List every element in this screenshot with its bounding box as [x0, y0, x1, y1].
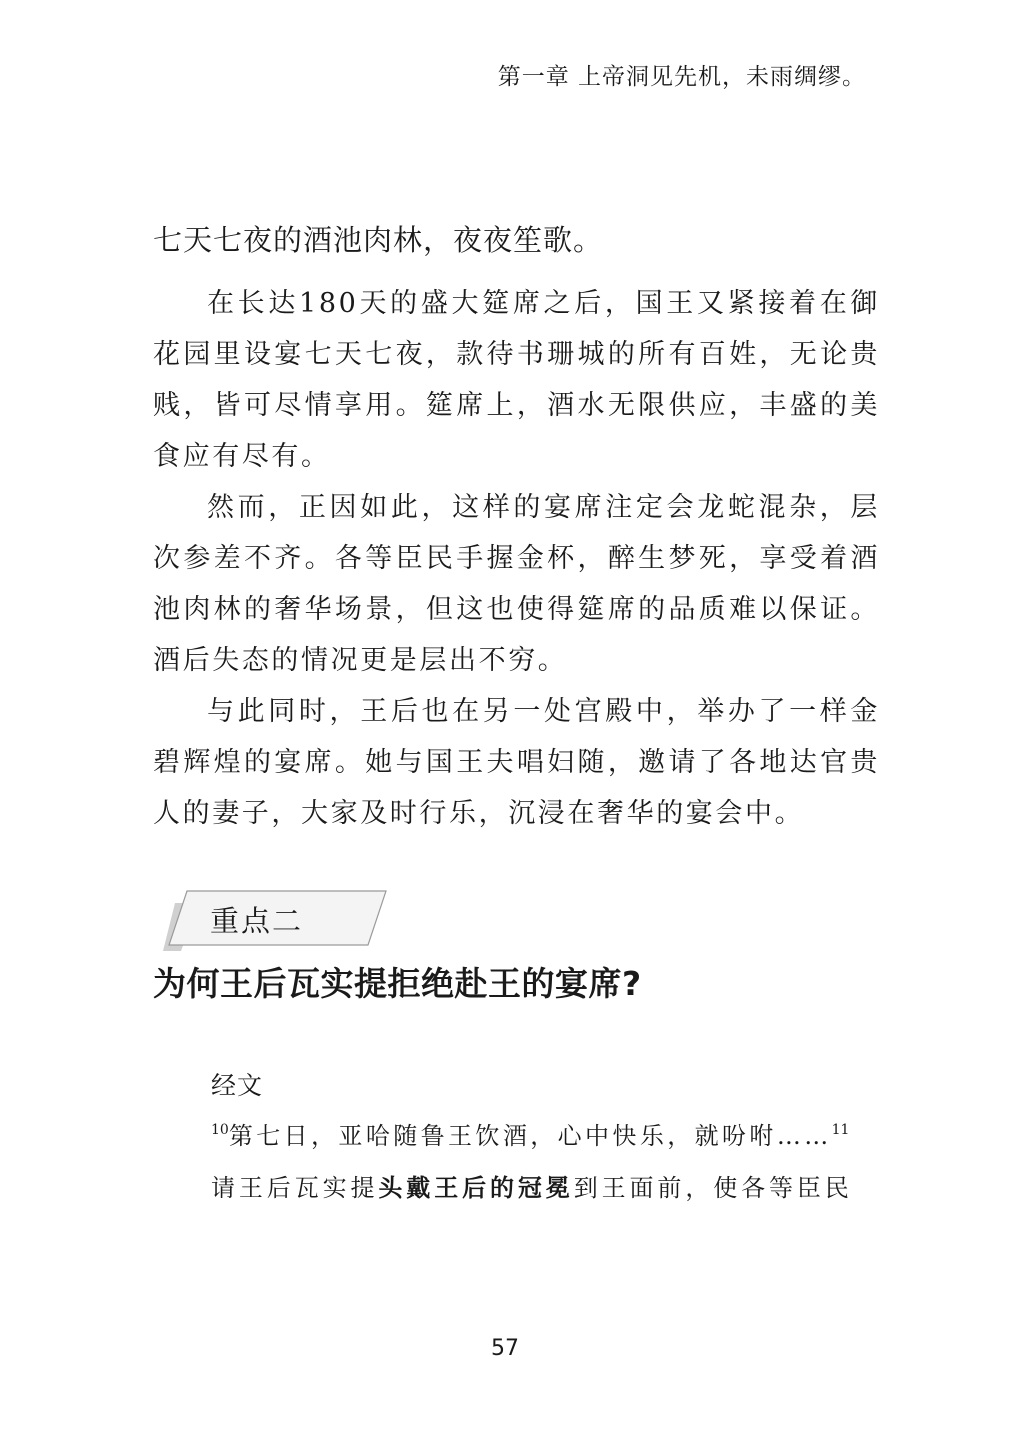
verse-number: 10	[211, 1122, 229, 1139]
scripture-passage	[211, 1111, 881, 1214]
body-text	[153, 278, 880, 839]
running-header: 第一章 上帝洞见先机，未雨绸缪。	[497, 64, 866, 90]
body-paragraph: 与此同时，王后也在另一处宫殿中，举办了一样金碧辉煌的宴席。她与国王夫唱妇随，邀请了各地达官贵人的妻子，大家及时行乐，沉浸在奢华的宴会中。	[153, 696, 880, 829]
scripture-heading: 经文	[211, 1071, 264, 1100]
body-paragraph: 然而，正因如此，这样的宴席注定会龙蛇混杂，层次参差不齐。各等臣民手握金杯，醉生梦死，享受着酒池肉林的奢华场景，但这也使得筵席的品质难以保证。酒后失态的情况更是层出不穷。	[153, 492, 880, 676]
section-heading: 七天七夜的酒池肉林，夜夜笙歌。	[153, 223, 604, 257]
verse-text: 请王后瓦实提	[211, 1174, 379, 1202]
verse-number: 11	[831, 1122, 850, 1139]
page-number: 57	[491, 1336, 519, 1361]
verse-text: 第七日，亚哈随鲁王饮酒，心中快乐，就吩咐……	[228, 1122, 832, 1150]
scripture-line	[211, 1111, 881, 1162]
key-point-badge	[163, 889, 388, 953]
body-paragraph: 在长达180天的盛大筵席之后，国王又紧接着在御花园里设宴七天七夜，款待书珊城的所有百姓，无论贵贱，皆可尽情享用。筵席上，酒水无限供应，丰盛的美食应有尽有。	[153, 288, 880, 472]
question-title: 为何王后瓦实提拒绝赴王的宴席?	[153, 964, 642, 1003]
badge-label: 重点二	[210, 904, 304, 938]
verse-text: 到王面前，使各等臣民	[573, 1174, 853, 1202]
verse-emphasis: 头戴王后的冠冕	[378, 1173, 574, 1202]
scripture-line	[211, 1162, 881, 1214]
